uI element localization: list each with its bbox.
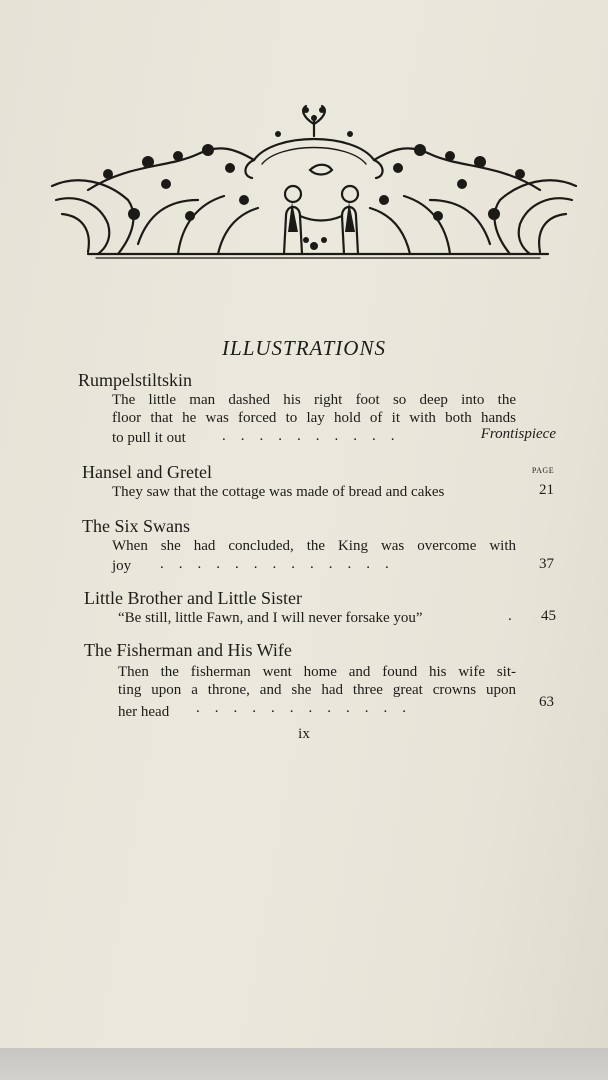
entry-title: Hansel and Gretel bbox=[82, 462, 212, 482]
entry-page-number: 37 bbox=[539, 556, 554, 572]
entry-caption-line: joy bbox=[112, 558, 132, 574]
entry-caption-line: “Be still, little Fawn, and I will never forsake you” bbox=[118, 610, 423, 626]
entry-page-reference: Frontispiece bbox=[480, 426, 556, 442]
dot-leader: . . . . . . . . . . . . bbox=[196, 700, 406, 716]
page-column-label: PAGE bbox=[531, 466, 555, 475]
entry-title: The Fisherman and His Wife bbox=[84, 640, 292, 660]
entry-title: The Six Swans bbox=[82, 516, 190, 536]
dot-leader: . bbox=[508, 608, 512, 624]
entry-title: Little Brother and Little Sister bbox=[84, 588, 302, 608]
entry-caption-line: her head bbox=[118, 704, 170, 720]
entry-caption-line: The little man dashed his right foot so deep into the bbox=[112, 392, 516, 408]
entry-caption-line: They saw that the cottage was made of bread and cakes bbox=[112, 484, 445, 500]
entry-caption-line: ting upon a throne, and she had three great crowns upon bbox=[118, 682, 516, 698]
page-heading: ILLUSTRATIONS bbox=[222, 336, 386, 360]
dot-leader: . . . . . . . . . . . . . bbox=[160, 556, 389, 572]
entry-title: Rumpelstiltskin bbox=[78, 370, 193, 390]
entry-page-number: 45 bbox=[541, 608, 556, 624]
entry-caption-line: When she had concluded, the King was overcome with bbox=[112, 538, 516, 554]
entry-page-number: 21 bbox=[539, 482, 554, 498]
background-surface bbox=[0, 1048, 608, 1080]
folio-page-number: ix bbox=[298, 726, 310, 742]
entry-caption-line: Then the fisherman went home and found his wife sit- bbox=[118, 664, 516, 680]
floral-headpiece-ornament bbox=[48, 104, 580, 266]
dot-leader: . . . . . . . . . . bbox=[222, 428, 395, 444]
entry-caption-line: to pull it out bbox=[112, 430, 186, 446]
entry-page-number: 63 bbox=[539, 694, 554, 710]
entry-caption-line: floor that he was forced to lay hold of it with both hands bbox=[112, 410, 516, 426]
